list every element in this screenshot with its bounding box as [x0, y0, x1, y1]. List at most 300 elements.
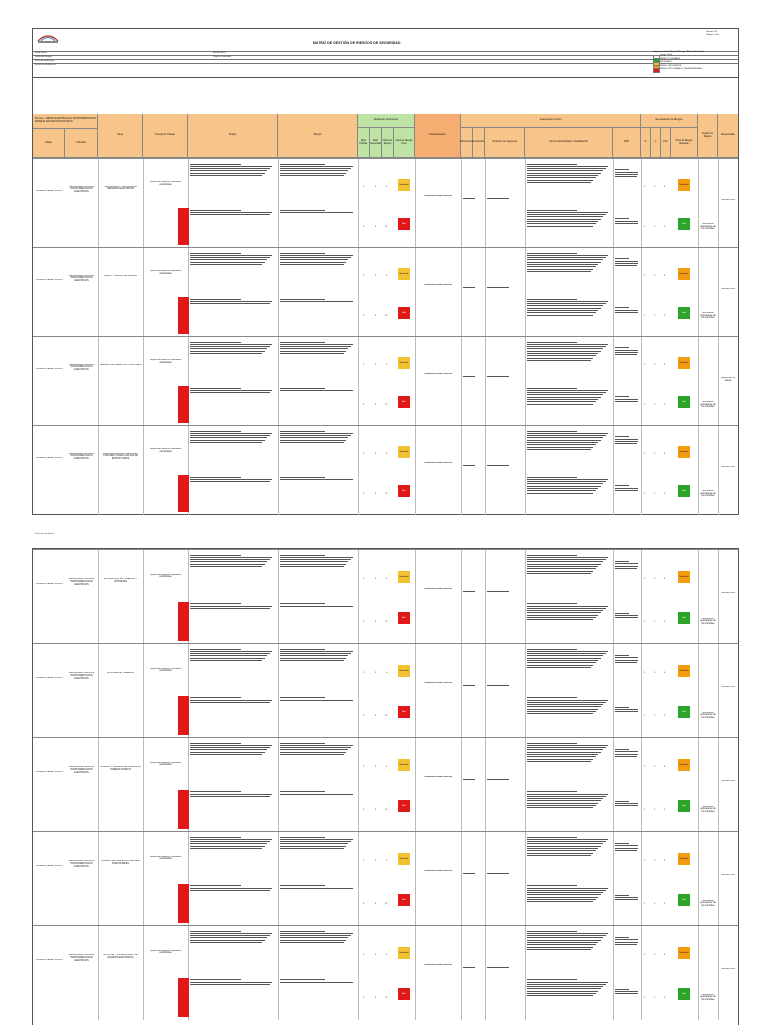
- text-line: [527, 449, 591, 450]
- residual-low: Bajo: [678, 894, 690, 906]
- text-line: [190, 754, 262, 755]
- text-line: [527, 791, 577, 792]
- text-line: [190, 608, 270, 609]
- text-line: [190, 649, 241, 650]
- cell-pxc: 2: [664, 492, 666, 495]
- text-line: [280, 564, 346, 565]
- column-divider: [525, 426, 526, 515]
- cell-c: 3: [654, 672, 656, 675]
- risk-level-moderate: Moderado: [398, 179, 410, 191]
- cell-eliminacion: [463, 589, 483, 593]
- cell-riesgo: [280, 741, 355, 779]
- column-divider: [613, 644, 614, 738]
- text-line: [190, 653, 270, 654]
- cell-p: 1: [644, 492, 646, 495]
- text-line: [280, 442, 344, 443]
- text-line: [527, 713, 593, 714]
- column-divider: [98, 159, 99, 248]
- cell-etapa: TRABAJOS ELECTRICOS: [35, 279, 63, 282]
- cell-prob: 2: [363, 578, 365, 581]
- residual-moderate: Moderado: [678, 179, 690, 191]
- table-row: [33, 643, 738, 738]
- text-line: [463, 685, 475, 686]
- cell-responsable: Jefe de Obra: [721, 780, 735, 783]
- risk-level-high: Alto: [398, 396, 410, 408]
- cell-p: 2: [644, 766, 646, 769]
- text-line: [527, 166, 608, 167]
- column-divider: [698, 159, 699, 248]
- cell-admin: [527, 741, 611, 783]
- text-line: [280, 348, 348, 349]
- cell-c: 2: [654, 808, 656, 811]
- text-line: [190, 747, 270, 748]
- text-line: [527, 221, 598, 222]
- text-line: [280, 433, 353, 434]
- cell-indice: 12: [385, 808, 388, 811]
- text-line: [190, 559, 270, 560]
- text-line: [280, 979, 325, 980]
- cell-actividad: OBRAS ELECTRICAS E INSTRUMENTACION ELECTRICAS: [68, 578, 95, 586]
- text-line: [190, 481, 270, 482]
- cell-admin: [527, 162, 611, 202]
- text-line: [527, 180, 593, 181]
- column-divider: [613, 832, 614, 926]
- text-line: [280, 649, 325, 650]
- cell-riesgo: [280, 251, 355, 287]
- cell-peligro-covid: [190, 602, 275, 616]
- cell-procedimientos: TRABAJOS ELÉCTRICOS: [423, 681, 453, 684]
- cell-gestion: Verificación permanente de los controles: [700, 490, 716, 498]
- col-pxc: PxC: [661, 128, 671, 158]
- cell-prob: 2: [363, 860, 365, 863]
- cell-riesgo: [280, 929, 355, 967]
- cell-p: 2: [644, 578, 646, 581]
- text-line: [615, 258, 629, 259]
- text-line: [280, 754, 344, 755]
- column-divider: [358, 644, 359, 738]
- cell-c: 2: [654, 996, 656, 999]
- column-divider: [613, 159, 614, 248]
- legend-title: Interpretación del Nivel de Riesgo / Nivel de Prioridad: [653, 51, 704, 53]
- cell-riesgo-covid: [280, 696, 355, 705]
- column-divider: [143, 832, 144, 926]
- cell-epp-covid: [615, 893, 639, 907]
- cell-indice: 6: [386, 860, 388, 863]
- cell-c: 3: [654, 452, 656, 455]
- text-line: [615, 993, 638, 994]
- text-line: [527, 794, 608, 795]
- text-line: [190, 658, 265, 659]
- text-line: [280, 982, 353, 983]
- text-line: [527, 745, 608, 746]
- text-line: [463, 591, 475, 592]
- text-line: [527, 984, 606, 985]
- column-divider: [98, 926, 99, 1020]
- cell-riesgo-covid: [280, 208, 355, 217]
- info-value: ENGIE PERÚ: [213, 52, 226, 54]
- legend-label: MODERADO: [660, 61, 672, 64]
- text-line: [615, 895, 629, 896]
- text-line: [463, 376, 475, 377]
- cell-tarea: INSTALACION DE TUBERIAS Y SOPORTES: [103, 578, 138, 583]
- cell-sev: 3: [375, 274, 377, 277]
- cell-p: 1: [644, 314, 646, 317]
- text-line: [190, 846, 265, 847]
- column-divider: [718, 248, 719, 337]
- cell-sev: 3: [375, 578, 377, 581]
- column-divider: [641, 926, 642, 1020]
- cell-puesto: Supervisor Eléctrico Operarios electricistas: [149, 270, 182, 275]
- cell-epp: [615, 559, 639, 587]
- text-line: [527, 170, 603, 171]
- column-divider: [485, 159, 486, 248]
- text-line: [527, 360, 591, 361]
- text-line: [527, 754, 598, 755]
- text-line: [615, 899, 638, 900]
- text-line: [615, 751, 638, 752]
- cell-pxc: 2: [664, 620, 666, 623]
- text-line: [280, 346, 351, 347]
- text-line: [527, 606, 608, 607]
- cell-eliminacion: [463, 374, 483, 378]
- column-divider: [461, 738, 462, 832]
- document-code: [706, 31, 736, 37]
- text-line: [615, 488, 638, 489]
- cell-riesgo: [280, 553, 355, 591]
- text-line: [280, 839, 353, 840]
- text-line: [190, 342, 241, 343]
- text-line: [190, 752, 265, 753]
- text-line: [527, 312, 596, 313]
- text-line: [527, 210, 577, 211]
- text-line: [527, 271, 591, 272]
- column-divider: [358, 926, 359, 1020]
- text-line: [280, 937, 348, 938]
- text-line: [527, 803, 598, 804]
- cell-pxc: 2: [664, 225, 666, 228]
- text-line: [615, 566, 638, 567]
- column-divider: [278, 159, 279, 248]
- cell-p: 1: [644, 403, 646, 406]
- col-jerarquia: Jerarquía de Control: [461, 114, 641, 128]
- info-label: Razón Social: [35, 52, 47, 54]
- cell-responsable: Jefe de Obra: [721, 968, 735, 971]
- text-line: [487, 685, 509, 686]
- text-line: [190, 212, 272, 213]
- legend-label: Riesgo Trivial: [660, 54, 673, 57]
- text-line: [527, 846, 601, 847]
- text-line: [190, 168, 270, 169]
- column-divider: [143, 248, 144, 337]
- cell-peligro: [190, 929, 275, 967]
- text-line: [615, 660, 638, 661]
- column-divider: [613, 426, 614, 515]
- cell-actividad: OBRAS ELECTRICAS E INSTRUMENTACION ELECTRICAS: [68, 766, 95, 774]
- cell-prob: 3: [363, 492, 365, 495]
- cell-admin-covid: [527, 208, 611, 244]
- text-line: [527, 800, 601, 801]
- text-line: [190, 173, 265, 174]
- text-line: [190, 344, 272, 345]
- text-line: [280, 935, 351, 936]
- text-line: [487, 779, 509, 780]
- text-line: [280, 173, 346, 174]
- text-line: [527, 401, 596, 402]
- text-line: [527, 308, 601, 309]
- legend-label: RIESGO INTOLERABLE / CAUSA INMEDIATA: [660, 67, 702, 70]
- column-divider: [415, 426, 416, 515]
- column-divider: [485, 738, 486, 832]
- text-line: [280, 557, 353, 558]
- text-line: [527, 700, 608, 701]
- text-line: [527, 982, 608, 983]
- cell-responsable: Jefe de Obra: [721, 686, 735, 689]
- cell-ingenieria: [487, 196, 523, 200]
- cell-puesto: Supervisor Eléctrico Operarios electricistas: [149, 667, 182, 673]
- cell-pxc: 6: [664, 766, 666, 769]
- column-divider: [143, 926, 144, 1020]
- cell-sev: 4: [375, 620, 377, 623]
- column-divider: [461, 926, 462, 1020]
- text-line: [280, 743, 325, 744]
- cell-responsable: Jefe de Obra: [721, 466, 735, 469]
- info-value: Proyecto Renovable: [213, 56, 232, 58]
- text-line: [280, 479, 353, 480]
- risk-marker-red: [178, 386, 189, 423]
- text-line: [615, 441, 638, 442]
- column-divider: [525, 248, 526, 337]
- text-line: [527, 182, 591, 183]
- column-divider: [641, 159, 642, 248]
- text-line: [527, 315, 593, 316]
- column-divider: [698, 248, 699, 337]
- info-label: Unidad de Negocio: [35, 56, 53, 58]
- residual-low: Bajo: [678, 485, 690, 497]
- cell-epp: [615, 747, 639, 775]
- risk-level-moderate: Moderado: [398, 357, 410, 369]
- text-line: [280, 257, 351, 258]
- cell-gestion: Verificación permanente de los controles: [700, 993, 716, 1002]
- text-line: [190, 837, 241, 838]
- text-line: [527, 444, 596, 445]
- text-line: [190, 346, 270, 347]
- text-line: [280, 431, 325, 432]
- text-line: [615, 756, 637, 757]
- text-line: [190, 937, 267, 938]
- text-line: [280, 342, 325, 343]
- cell-ingenieria: [487, 683, 523, 687]
- cell-peligro: [190, 251, 275, 287]
- text-line: [280, 388, 325, 389]
- text-line: [527, 662, 596, 663]
- text-line: [527, 216, 603, 217]
- column-divider: [415, 644, 416, 738]
- cell-procedimientos: TRABAJOS ELÉCTRICOS: [423, 587, 453, 590]
- text-line: [527, 392, 606, 393]
- text-line: [527, 704, 603, 705]
- text-line: [190, 392, 270, 393]
- text-line: [615, 803, 638, 804]
- text-line: [527, 561, 603, 562]
- text-line: [527, 947, 593, 948]
- text-line: [280, 264, 344, 265]
- cell-puesto: Supervisor Eléctrico Operarios electricistas: [149, 949, 182, 955]
- text-line: [527, 299, 577, 300]
- text-line: [615, 218, 629, 219]
- cell-ingenieria: [487, 463, 523, 467]
- text-line: [615, 350, 638, 351]
- risk-level-high: Alto: [398, 307, 410, 319]
- text-line: [280, 344, 353, 345]
- text-line: [615, 223, 638, 224]
- col-responsable: Responsable: [718, 114, 738, 158]
- col-etapa: Etapa: [33, 129, 65, 158]
- text-line: [280, 259, 348, 260]
- column-divider: [143, 159, 144, 248]
- text-line: [280, 440, 346, 441]
- cell-riesgo-covid: [280, 602, 355, 611]
- text-line: [527, 342, 577, 343]
- text-line: [527, 747, 606, 748]
- text-line: [527, 991, 598, 992]
- column-divider: [613, 248, 614, 337]
- text-line: [190, 435, 270, 436]
- cell-pxc: 6: [664, 363, 666, 366]
- cell-epp-covid: [615, 217, 639, 230]
- text-line: [527, 346, 606, 347]
- cell-epp: [615, 653, 639, 681]
- cell-epp: [615, 841, 639, 869]
- cell-sev: 4: [375, 225, 377, 228]
- cell-prob: 3: [363, 403, 365, 406]
- text-line: [527, 555, 577, 556]
- text-line: [615, 937, 629, 938]
- text-line: [190, 839, 272, 840]
- text-line: [280, 299, 325, 300]
- cell-responsable: Supervisor de campo: [720, 377, 736, 382]
- column-divider: [613, 926, 614, 1020]
- table-row: [33, 737, 738, 832]
- cell-epp: [615, 935, 639, 963]
- text-line: [190, 210, 241, 211]
- text-line: [527, 490, 596, 491]
- text-line: [527, 667, 591, 668]
- column-divider: [641, 832, 642, 926]
- text-line: [527, 853, 593, 854]
- cell-riesgo-covid: [280, 884, 355, 893]
- cell-admin: [527, 835, 611, 877]
- text-line: [527, 615, 598, 616]
- text-line: [615, 754, 638, 755]
- cell-peligro: [190, 162, 275, 198]
- cell-p: 2: [644, 672, 646, 675]
- cell-pxc: 6: [664, 578, 666, 581]
- text-line: [280, 747, 351, 748]
- text-line: [527, 390, 608, 391]
- cell-actividad: OBRAS ELECTRICAS E INSTRUMENTACION ELECTRICAS: [68, 672, 95, 680]
- table-row: [33, 549, 738, 644]
- text-line: [280, 658, 346, 659]
- cell-eliminacion: [463, 463, 483, 467]
- column-divider: [698, 644, 699, 738]
- text-line: [190, 794, 272, 795]
- col-sustitucion: Sustitución: [473, 128, 485, 158]
- cell-epp: [615, 257, 639, 284]
- col-riesgo: Riesgo: [278, 114, 358, 158]
- cell-sev: 3: [375, 185, 377, 188]
- text-line: [280, 940, 346, 941]
- column-divider: [718, 926, 719, 1020]
- text-line: [527, 655, 603, 656]
- column-divider: [98, 550, 99, 644]
- cell-ingenieria: [487, 374, 523, 378]
- text-line: [615, 176, 637, 177]
- text-line: [280, 351, 346, 352]
- cell-p: 2: [644, 860, 646, 863]
- text-line: [527, 993, 596, 994]
- text-line: [280, 846, 346, 847]
- text-line: [280, 390, 353, 391]
- column-divider: [98, 738, 99, 832]
- residual-moderate: Moderado: [678, 357, 690, 369]
- text-line: [615, 749, 629, 750]
- cell-riesgo-covid: [280, 475, 355, 484]
- text-line: [615, 172, 638, 173]
- text-line: [527, 303, 606, 304]
- text-line: [527, 358, 593, 359]
- col-ingenieria: Controles de Ingeniería: [485, 128, 525, 158]
- cell-sev: 3: [375, 954, 377, 957]
- text-line: [527, 617, 596, 618]
- cell-epp-covid: [615, 611, 639, 625]
- text-line: [487, 287, 509, 288]
- text-line: [527, 477, 577, 478]
- cell-gestion: Verificación permanente de los controles: [700, 899, 716, 908]
- cell-gestion: Verificación permanente de los controles: [700, 223, 716, 231]
- cell-sev: 4: [375, 996, 377, 999]
- cell-tarea: TENDIDO DE CABLE POR BANDEJA PORTACABLES: [100, 860, 141, 865]
- cell-eliminacion: [463, 777, 483, 781]
- text-line: [190, 166, 272, 167]
- text-line: [527, 756, 596, 757]
- cell-epp-covid: [615, 306, 639, 319]
- cell-c: 3: [654, 185, 656, 188]
- column-divider: [358, 832, 359, 926]
- text-line: [527, 897, 598, 898]
- text-line: [527, 433, 608, 434]
- column-divider: [525, 337, 526, 426]
- text-line: [280, 170, 348, 171]
- version-label: Versión: 03: [706, 31, 717, 33]
- cell-c: 2: [654, 225, 656, 228]
- cell-p: 1: [644, 225, 646, 228]
- text-line: [190, 655, 267, 656]
- text-line: [615, 845, 638, 846]
- col-puesto: Puesto de Trabajo: [143, 114, 188, 158]
- text-line: [527, 944, 596, 945]
- text-line: [527, 899, 596, 900]
- text-line: [280, 435, 351, 436]
- residual-moderate: Moderado: [678, 947, 690, 959]
- text-line: [527, 885, 577, 886]
- col-evaluacion: Evaluación de Riesgos: [358, 114, 415, 128]
- text-line: [615, 310, 638, 311]
- text-line: [527, 711, 596, 712]
- cell-procedimientos: TRABAJOS ELÉCTRICOS: [423, 775, 453, 778]
- text-line: [280, 931, 325, 932]
- cell-admin-covid: [527, 602, 611, 640]
- cell-pxc: 2: [664, 714, 666, 717]
